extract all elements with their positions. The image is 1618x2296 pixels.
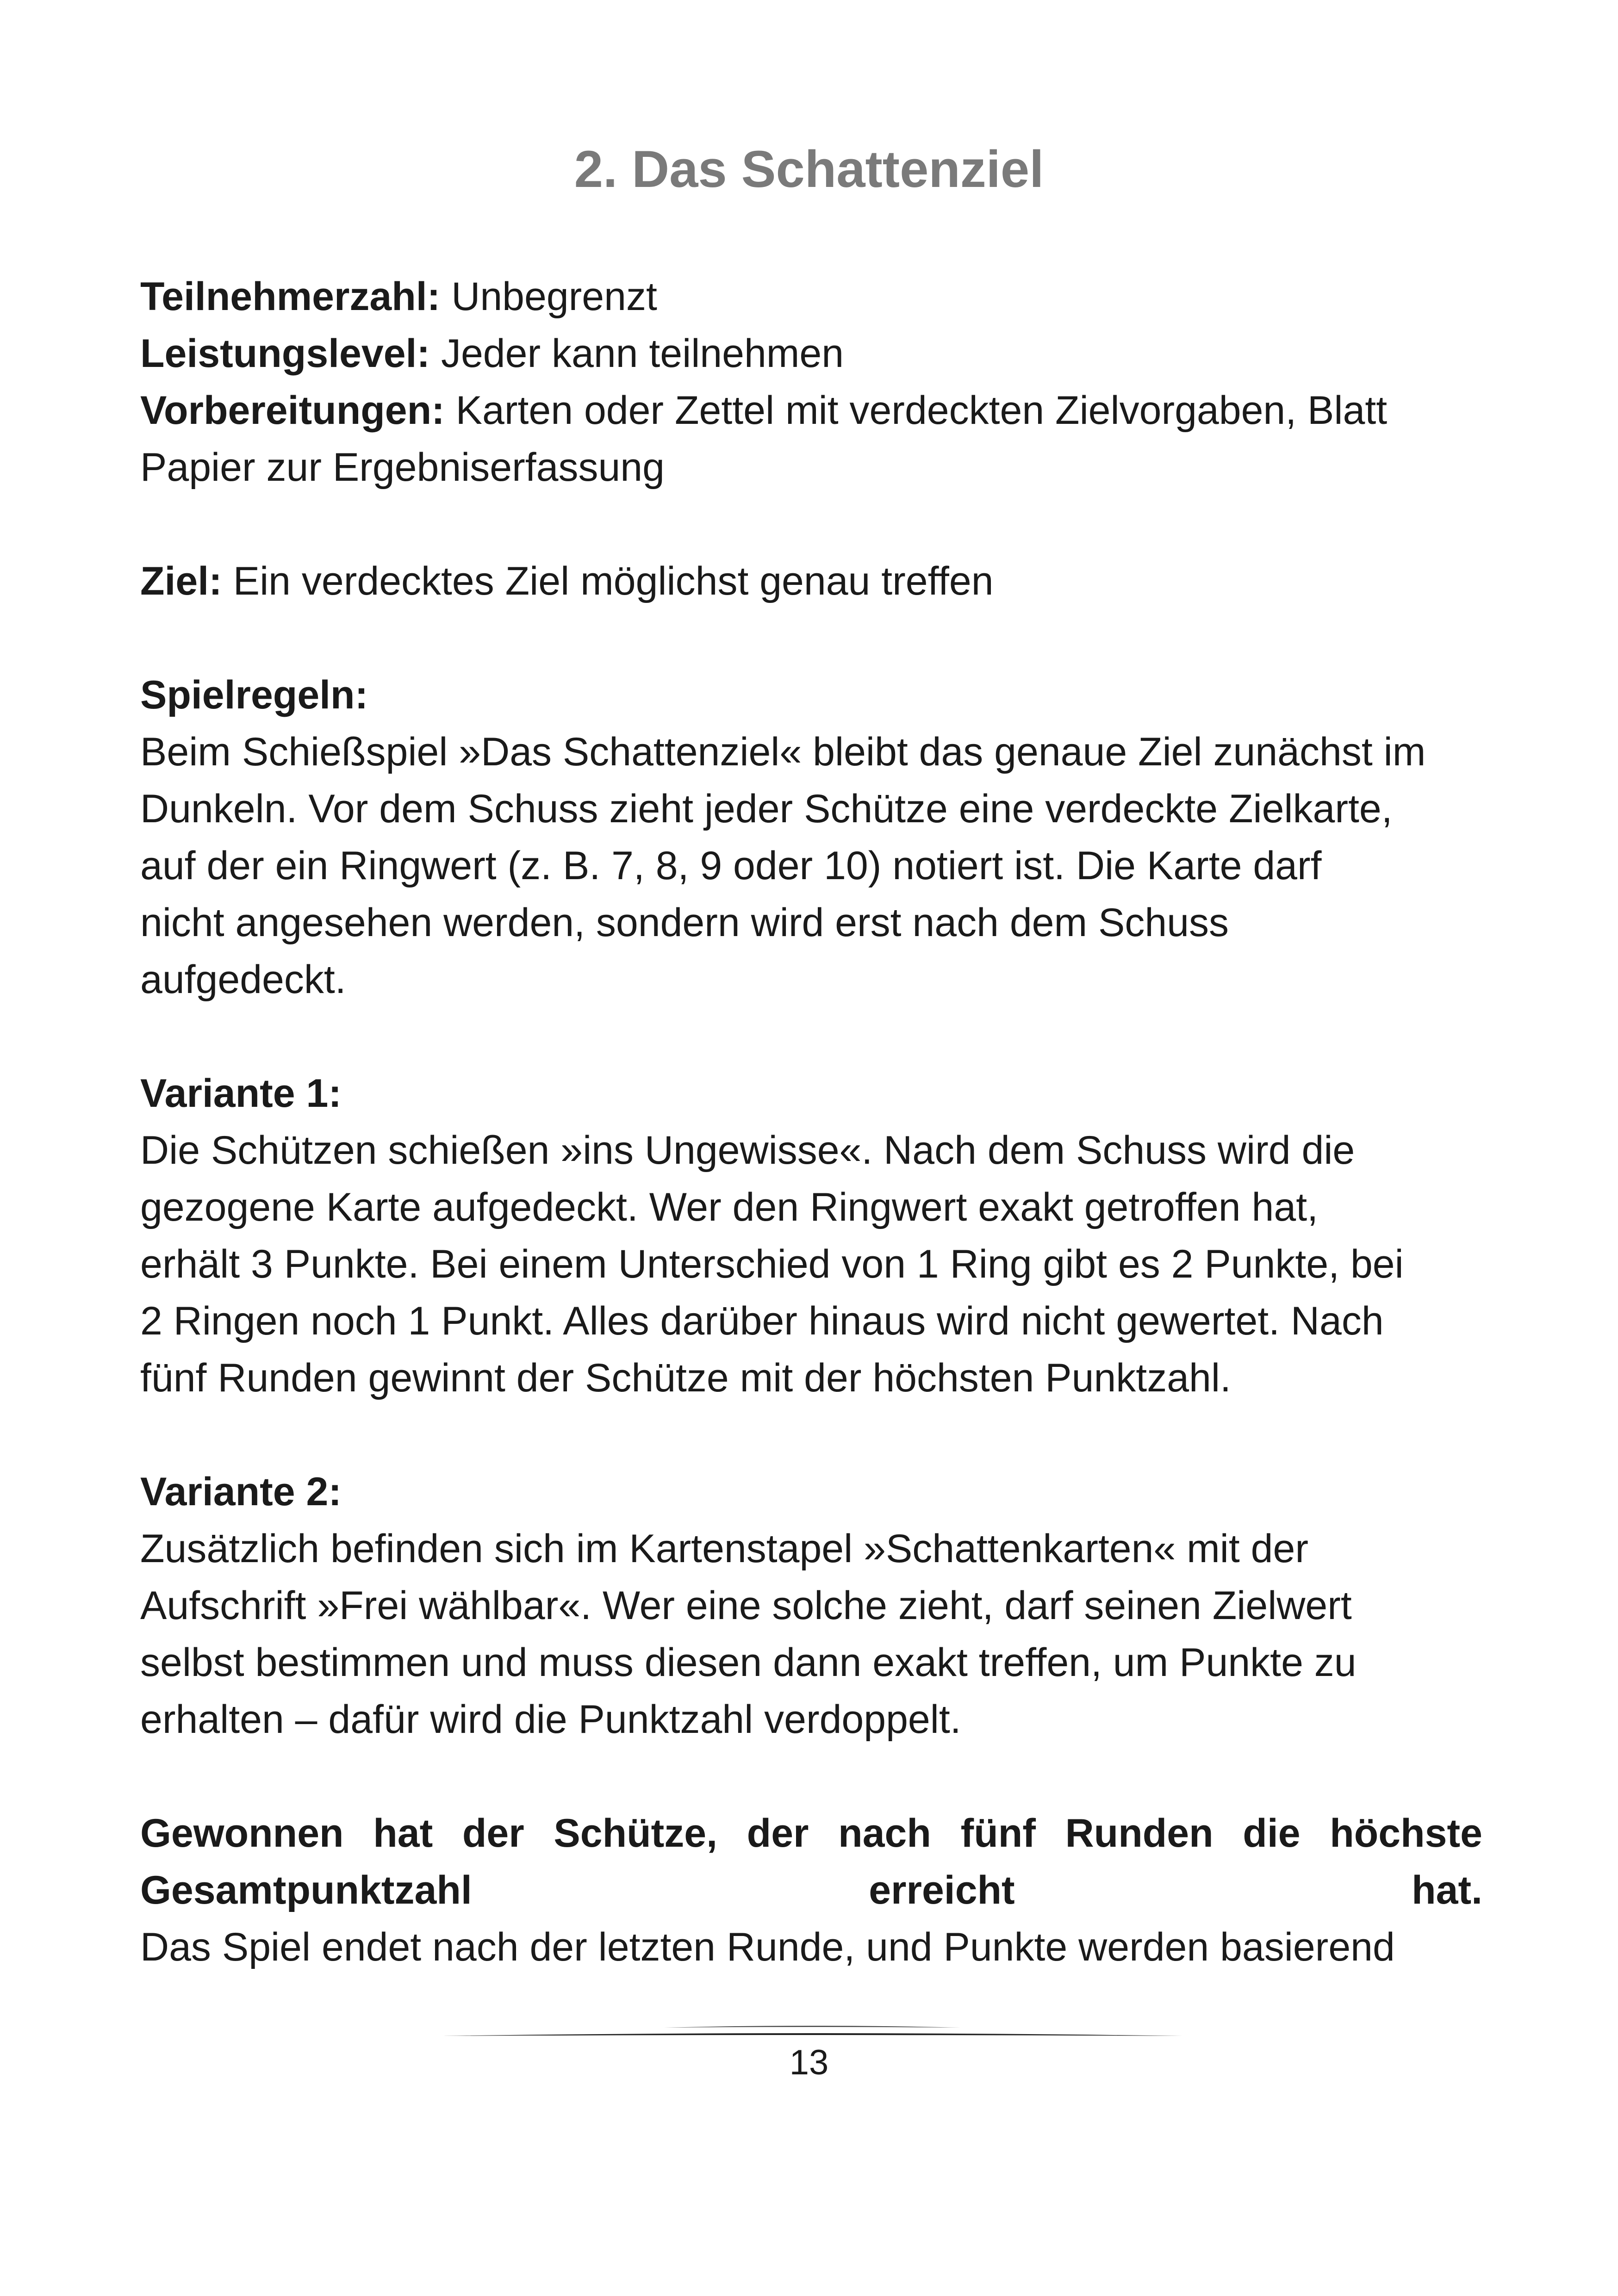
paragraph-line: nicht angesehen werden, sondern wird erst nach dem Schuss [140, 900, 1229, 945]
level-line [140, 325, 1482, 382]
word: fünf [960, 1811, 1036, 1855]
conclusion-bold-line-1 [140, 1805, 1482, 1862]
variant-1-paragraph [140, 1122, 1482, 1407]
paragraph-line: gezogene Karte aufgedeckt. Wer den Ringwert exakt getroffen hat, [140, 1185, 1318, 1229]
preparations-line [140, 382, 1482, 439]
participants-value: Unbegrenzt [451, 274, 657, 319]
paragraph-line: auf der ein Ringwert (z. B. 7, 8, 9 oder 10) notiert ist. Die Karte darf [140, 844, 1322, 888]
variant-2-heading: Variante 2: [140, 1470, 342, 1514]
divider-flourish [664, 2026, 960, 2028]
paragraph-line: fünf Runden gewinnt der Schütze mit der höchsten Punktzahl. [140, 1356, 1231, 1400]
spacer [140, 610, 1482, 667]
spacer [140, 1008, 1482, 1065]
word: höchste [1330, 1811, 1482, 1855]
page-number: 13 [789, 2043, 829, 2082]
word: hat. [1412, 1868, 1482, 1912]
paragraph-line: Dunkeln. Vor dem Schuss zieht jeder Schütze eine verdeckte Zielkarte, [140, 787, 1393, 831]
variant-2-paragraph [140, 1520, 1482, 1748]
level-label: Leistungslevel: [140, 331, 430, 376]
paragraph-line: Zusätzlich befinden sich im Kartenstapel »Schattenkarten« mit der [140, 1527, 1308, 1571]
word: Gesamtpunktzahl [140, 1868, 472, 1912]
level-value: Jeder kann teilnehmen [441, 331, 844, 376]
paragraph-line: selbst bestimmen und muss diesen dann exakt treffen, um Punkte zu [140, 1640, 1357, 1685]
paragraph-line: Die Schützen schießen »ins Ungewisse«. Nach dem Schuss wird die [140, 1128, 1355, 1173]
goal-label: Ziel: [140, 559, 222, 603]
word: die [1243, 1811, 1301, 1855]
word: Runden [1065, 1811, 1214, 1855]
participants-label: Teilnehmerzahl: [140, 274, 441, 319]
spacer [140, 496, 1482, 553]
paragraph-line: Aufschrift »Frei wählbar«. Wer eine solche zieht, darf seinen Zielwert [140, 1583, 1352, 1628]
divider-swash [442, 2033, 1182, 2036]
paragraph-line: 2 Ringen noch 1 Punkt. Alles darüber hinaus wird nicht gewertet. Nach [140, 1299, 1384, 1343]
goal-value: Ein verdecktes Ziel möglichst genau treffen [233, 559, 994, 603]
paragraph-line: erhalten – dafür wird die Punktzahl verdoppelt. [140, 1697, 961, 1742]
conclusion-bold-line-2 [140, 1862, 1482, 1919]
paragraph-line: aufgedeckt. [140, 957, 346, 1002]
rules-paragraph [140, 724, 1482, 1008]
footer-divider [442, 2022, 1182, 2041]
variant-1-heading: Variante 1: [140, 1071, 342, 1116]
word: nach [838, 1811, 931, 1855]
page-title: 2. Das Schattenziel [574, 140, 1044, 198]
word: hat [373, 1811, 433, 1855]
paragraph-line: erhält 3 Punkte. Bei einem Unterschied von 1 Ring gibt es 2 Punkte, bei [140, 1242, 1404, 1286]
preparations-label: Vorbereitungen: [140, 388, 445, 433]
paragraph-line: Beim Schießspiel »Das Schattenziel« bleibt das genaue Ziel zunächst im [140, 730, 1426, 774]
goal-line [140, 553, 1482, 610]
preparations-value: Karten oder Zettel mit verdeckten Zielvorgaben, Blatt [455, 388, 1388, 433]
page-body [140, 268, 1482, 1976]
participants-line [140, 268, 1482, 325]
rules-heading: Spielregeln: [140, 673, 368, 717]
spacer [140, 1407, 1482, 1464]
word: erreicht [869, 1868, 1015, 1912]
word: der [462, 1811, 524, 1855]
word: Schütze, [554, 1811, 718, 1855]
word: Gewonnen [140, 1811, 344, 1855]
spacer [140, 1748, 1482, 1805]
conclusion-trailing-line: Das Spiel endet nach der letzten Runde, und Punkte werden basierend [140, 1925, 1395, 1969]
preparations-line-2: Papier zur Ergebniserfassung [140, 445, 665, 490]
word: der [747, 1811, 809, 1855]
